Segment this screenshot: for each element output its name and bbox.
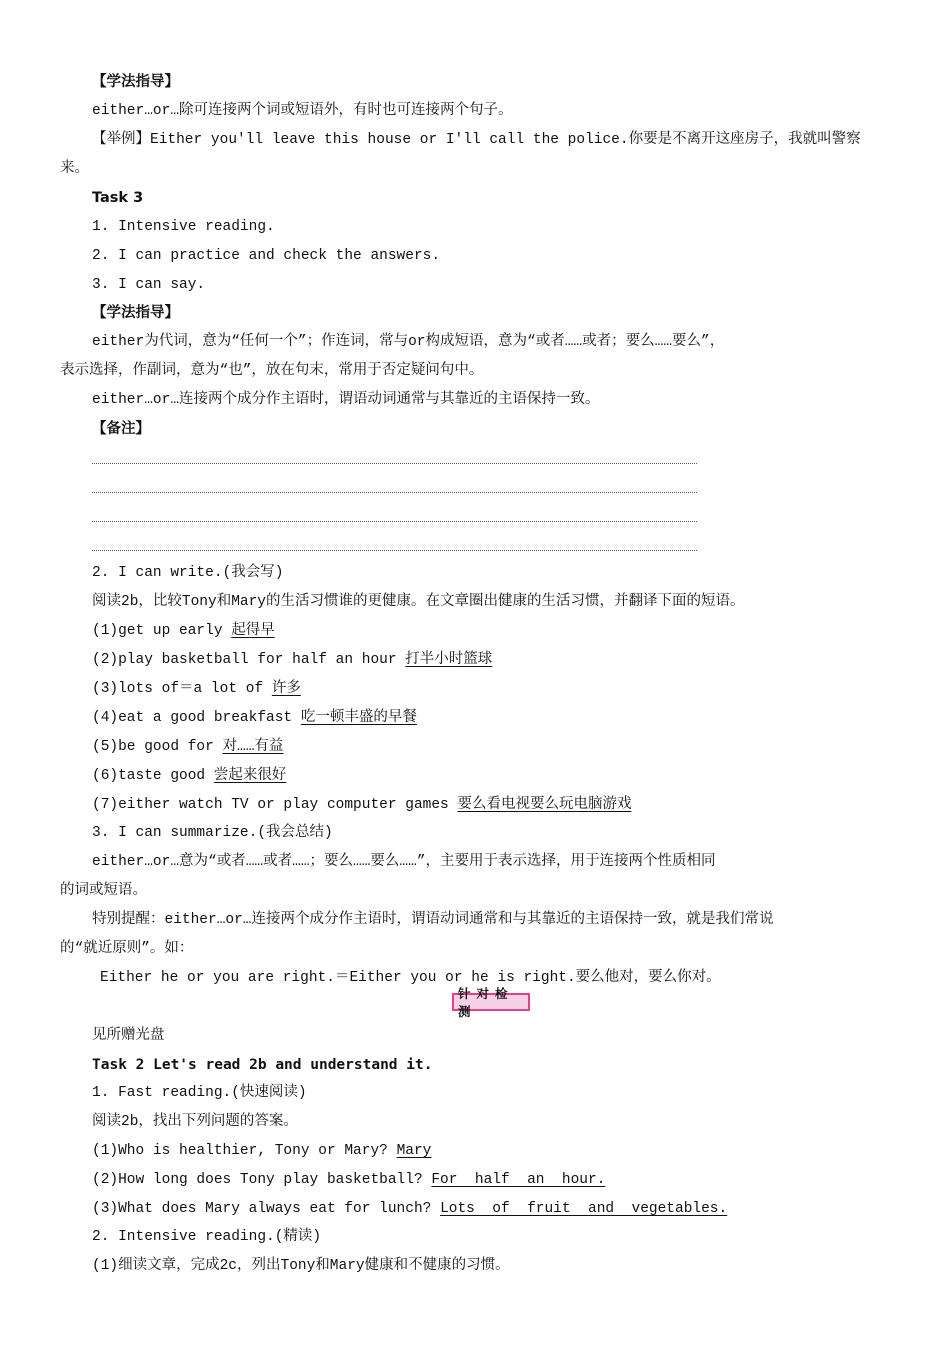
- task3-item-3: 3. I can say.: [92, 277, 206, 293]
- guide-line-2: 表示选择，作副词，意为“也”，放在句末，常用于否定疑问句中。: [60, 363, 484, 379]
- question-text: (3)What does Mary always eat for lunch?: [92, 1201, 441, 1217]
- study-guide-heading-2: 【学法指导】: [92, 305, 179, 321]
- intensive-reading-instruction: (1)细读文章，完成2c，列出Tony和Mary健康和不健康的习惯。: [92, 1258, 510, 1274]
- task3-item-2: 2. I can practice and check the answers.: [92, 248, 441, 264]
- phrase-item: [92, 795, 631, 815]
- note-writing-line: [92, 550, 697, 551]
- question-item: [92, 1170, 605, 1190]
- summarize-line-4: 的“就近原则”。如：: [60, 941, 194, 957]
- phrase-item: [92, 766, 286, 786]
- task3-title: Task 3: [92, 190, 144, 206]
- question-answer: For half an hour.: [431, 1172, 606, 1188]
- phrase-text: (3)lots of＝a lot of: [92, 681, 272, 697]
- question-text: (1)Who is healthier, Tony or Mary?: [92, 1143, 397, 1159]
- phrase-item: [92, 679, 301, 699]
- question-item: [92, 1199, 727, 1219]
- phrase-text: (6)taste good: [92, 768, 214, 784]
- example-sentence: Either you'll leave this house or I'll call the police.你要是不离开这座房子，我就叫警察: [150, 132, 861, 148]
- phrase-item: [92, 737, 283, 757]
- phrase-text: (7)either watch TV or play computer games: [92, 797, 458, 813]
- fast-reading-instruction: 阅读2b，找出下列问题的答案。: [92, 1114, 298, 1130]
- note-writing-line: [92, 521, 697, 522]
- targeted-test-badge: 针对检测: [452, 993, 530, 1011]
- phrase-text: (1)get up early: [92, 623, 232, 639]
- summarize-title: 3. I can summarize.(我会总结): [92, 825, 333, 841]
- study-guide-heading-1: 【学法指导】: [92, 74, 179, 90]
- phrase-answer: 起得早: [231, 623, 275, 639]
- intensive-reading-title: 2. Intensive reading.(精读): [92, 1229, 322, 1245]
- fast-reading-title: 1. Fast reading.(快速阅读): [92, 1085, 307, 1101]
- note-writing-line: [92, 463, 697, 464]
- write-instruction: 阅读2b，比较Tony和Mary的生活习惯谁的更健康。在文章圈出健康的生活习惯，并翻译下面的短语。: [92, 594, 745, 610]
- summarize-example: Either he or you are right.＝Either you or he is right.要么他对，要么你对。: [100, 970, 721, 986]
- question-text: (2)How long does Tony play basketball?: [92, 1172, 432, 1188]
- summarize-line-3: 特别提醒：either…or…连接两个成分作主语时，谓语动词通常和与其靠近的主语保持一致，就是我们常说: [92, 912, 774, 928]
- write-title: 2. I can write.(我会写): [92, 565, 284, 581]
- guide-line-3: either…or…连接两个成分作主语时，谓语动词通常与其靠近的主语保持一致。: [92, 392, 600, 408]
- phrase-answer: 打半小时篮球: [405, 652, 493, 668]
- example-line-1: [92, 130, 861, 150]
- example-line-2: 来。: [60, 161, 89, 177]
- study-guide-text-1: either…or…除可连接两个词或短语外，有时也可连接两个句子。: [92, 103, 513, 119]
- phrase-answer: 要么看电视要么玩电脑游戏: [457, 797, 632, 813]
- example-label: 【举例】: [92, 132, 150, 148]
- phrase-text: (2)play basketball for half an hour: [92, 652, 406, 668]
- phrase-answer: 吃一顿丰盛的早餐: [300, 710, 417, 726]
- phrase-text: (5)be good for: [92, 739, 223, 755]
- phrase-answer: 尝起来很好: [213, 768, 287, 784]
- summarize-line-1: either…or…意为“或者……或者……；要么……要么……”，主要用于表示选择，用于连接两个性质相同: [92, 854, 716, 870]
- question-item: [92, 1141, 431, 1161]
- summarize-line-2: 的词或短语。: [60, 883, 147, 899]
- phrase-text: (4)eat a good breakfast: [92, 710, 301, 726]
- phrase-answer: 许多: [271, 681, 301, 697]
- phrase-item: [92, 650, 492, 670]
- question-answer: Lots of fruit and vegetables.: [440, 1201, 728, 1217]
- phrase-item: [92, 708, 417, 728]
- note-heading: 【备注】: [92, 421, 150, 437]
- task2-title: Task 2 Let's read 2b and understand it.: [92, 1057, 433, 1073]
- task3-item-1: 1. Intensive reading.: [92, 219, 275, 235]
- phrase-answer: 对……有益: [222, 739, 284, 755]
- phrase-item: [92, 621, 275, 641]
- guide-line-1: either为代词，意为“任何一个”；作连词，常与or构成短语，意为“或者……或者；要么……要么”，: [92, 334, 725, 350]
- disc-note: 见所赠光盘: [92, 1028, 165, 1044]
- note-writing-line: [92, 492, 697, 493]
- question-answer: Mary: [396, 1143, 432, 1159]
